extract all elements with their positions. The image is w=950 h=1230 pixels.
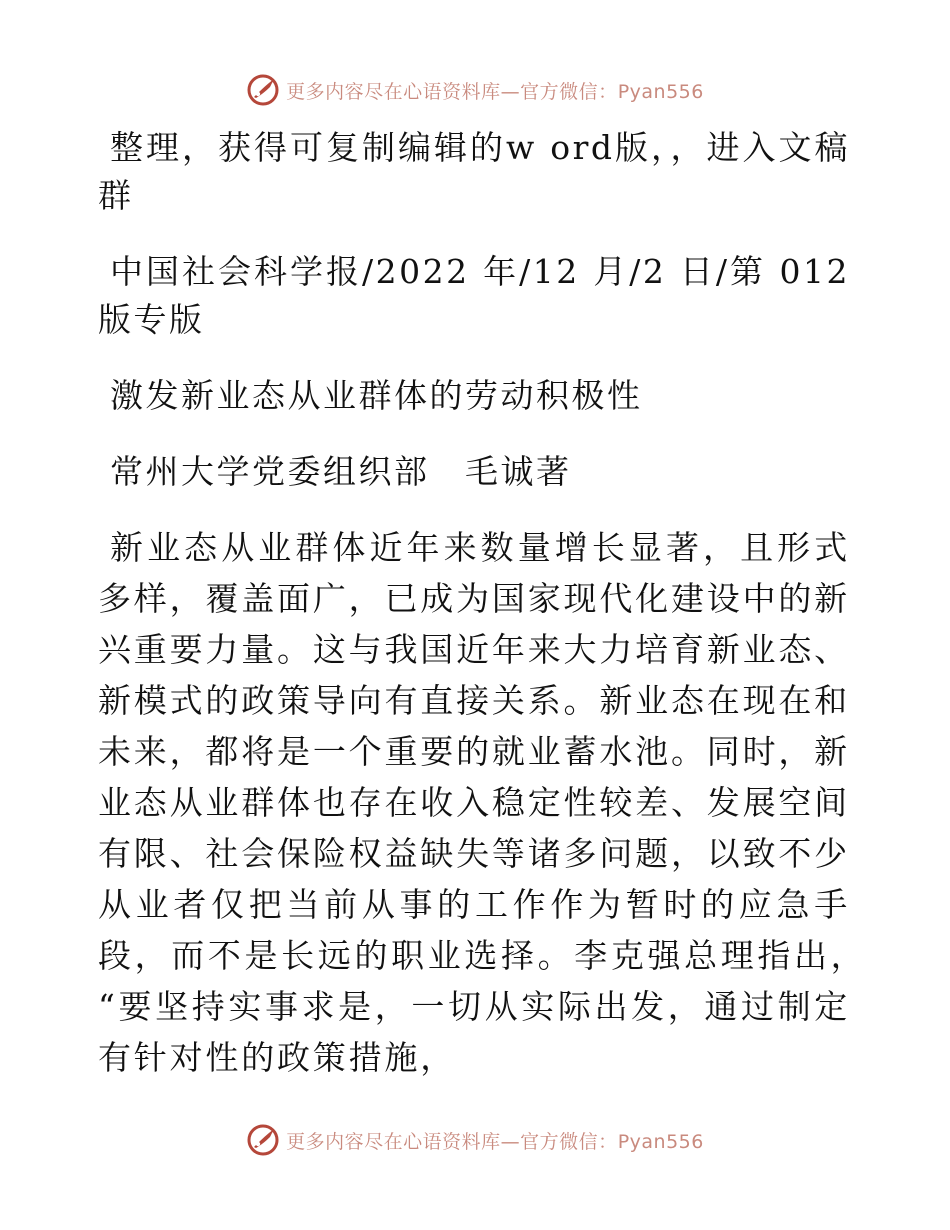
author-line: 常州大学党委组织部 毛诚著 xyxy=(110,452,572,491)
article-title: 激发新业态从业群体的劳动积极性 xyxy=(110,376,643,415)
watermark-separator: — xyxy=(500,1130,521,1153)
watermark-wechat-label: 官方微信： xyxy=(520,1130,618,1153)
source-line: 中国社会科学报/2022 年/12 月/2 日/第 012 版专版 xyxy=(98,252,850,339)
watermark-header xyxy=(0,70,950,110)
document-content xyxy=(98,124,886,1083)
watermark-brand-text: 更多内容尽在心语资料库 xyxy=(286,1130,501,1153)
intro-paragraph: 整理，获得可复制编辑的w ord版，，进入文稿群 xyxy=(98,128,850,215)
watermark-separator: — xyxy=(500,80,521,103)
watermark-wechat-id: Pyan556 xyxy=(617,80,704,103)
quill-seal-logo-icon xyxy=(246,73,280,107)
watermark-wechat-label: 官方微信： xyxy=(520,80,618,103)
body-paragraph: 新业态从业群体近年来数量增长显著，且形式多样，覆盖面广，已成为国家现代化建设中的新兴重要力量。这与我国近年来大力培育新业态、新模式的政策导向有直接关系。新业态在现在和未来，都将是一个重要的就业蓄水池。同时，新业态从业群体也存在收入稳定性较差、发展空间有限、社会保险权益缺失等诸多问题，以致不少从业者仅把当前从事的工作作为暂时的应急手段，而不是长远的职业选择。李克强总理指出， “要坚持实事求是，一切从实际出发，通过制定有针对性的政策措施， xyxy=(98,528,886,1077)
watermark-footer xyxy=(0,1120,950,1160)
watermark-wechat-id: Pyan556 xyxy=(617,1130,704,1153)
watermark-brand-text: 更多内容尽在心语资料库 xyxy=(286,80,501,103)
quill-seal-logo-icon xyxy=(246,1123,280,1157)
